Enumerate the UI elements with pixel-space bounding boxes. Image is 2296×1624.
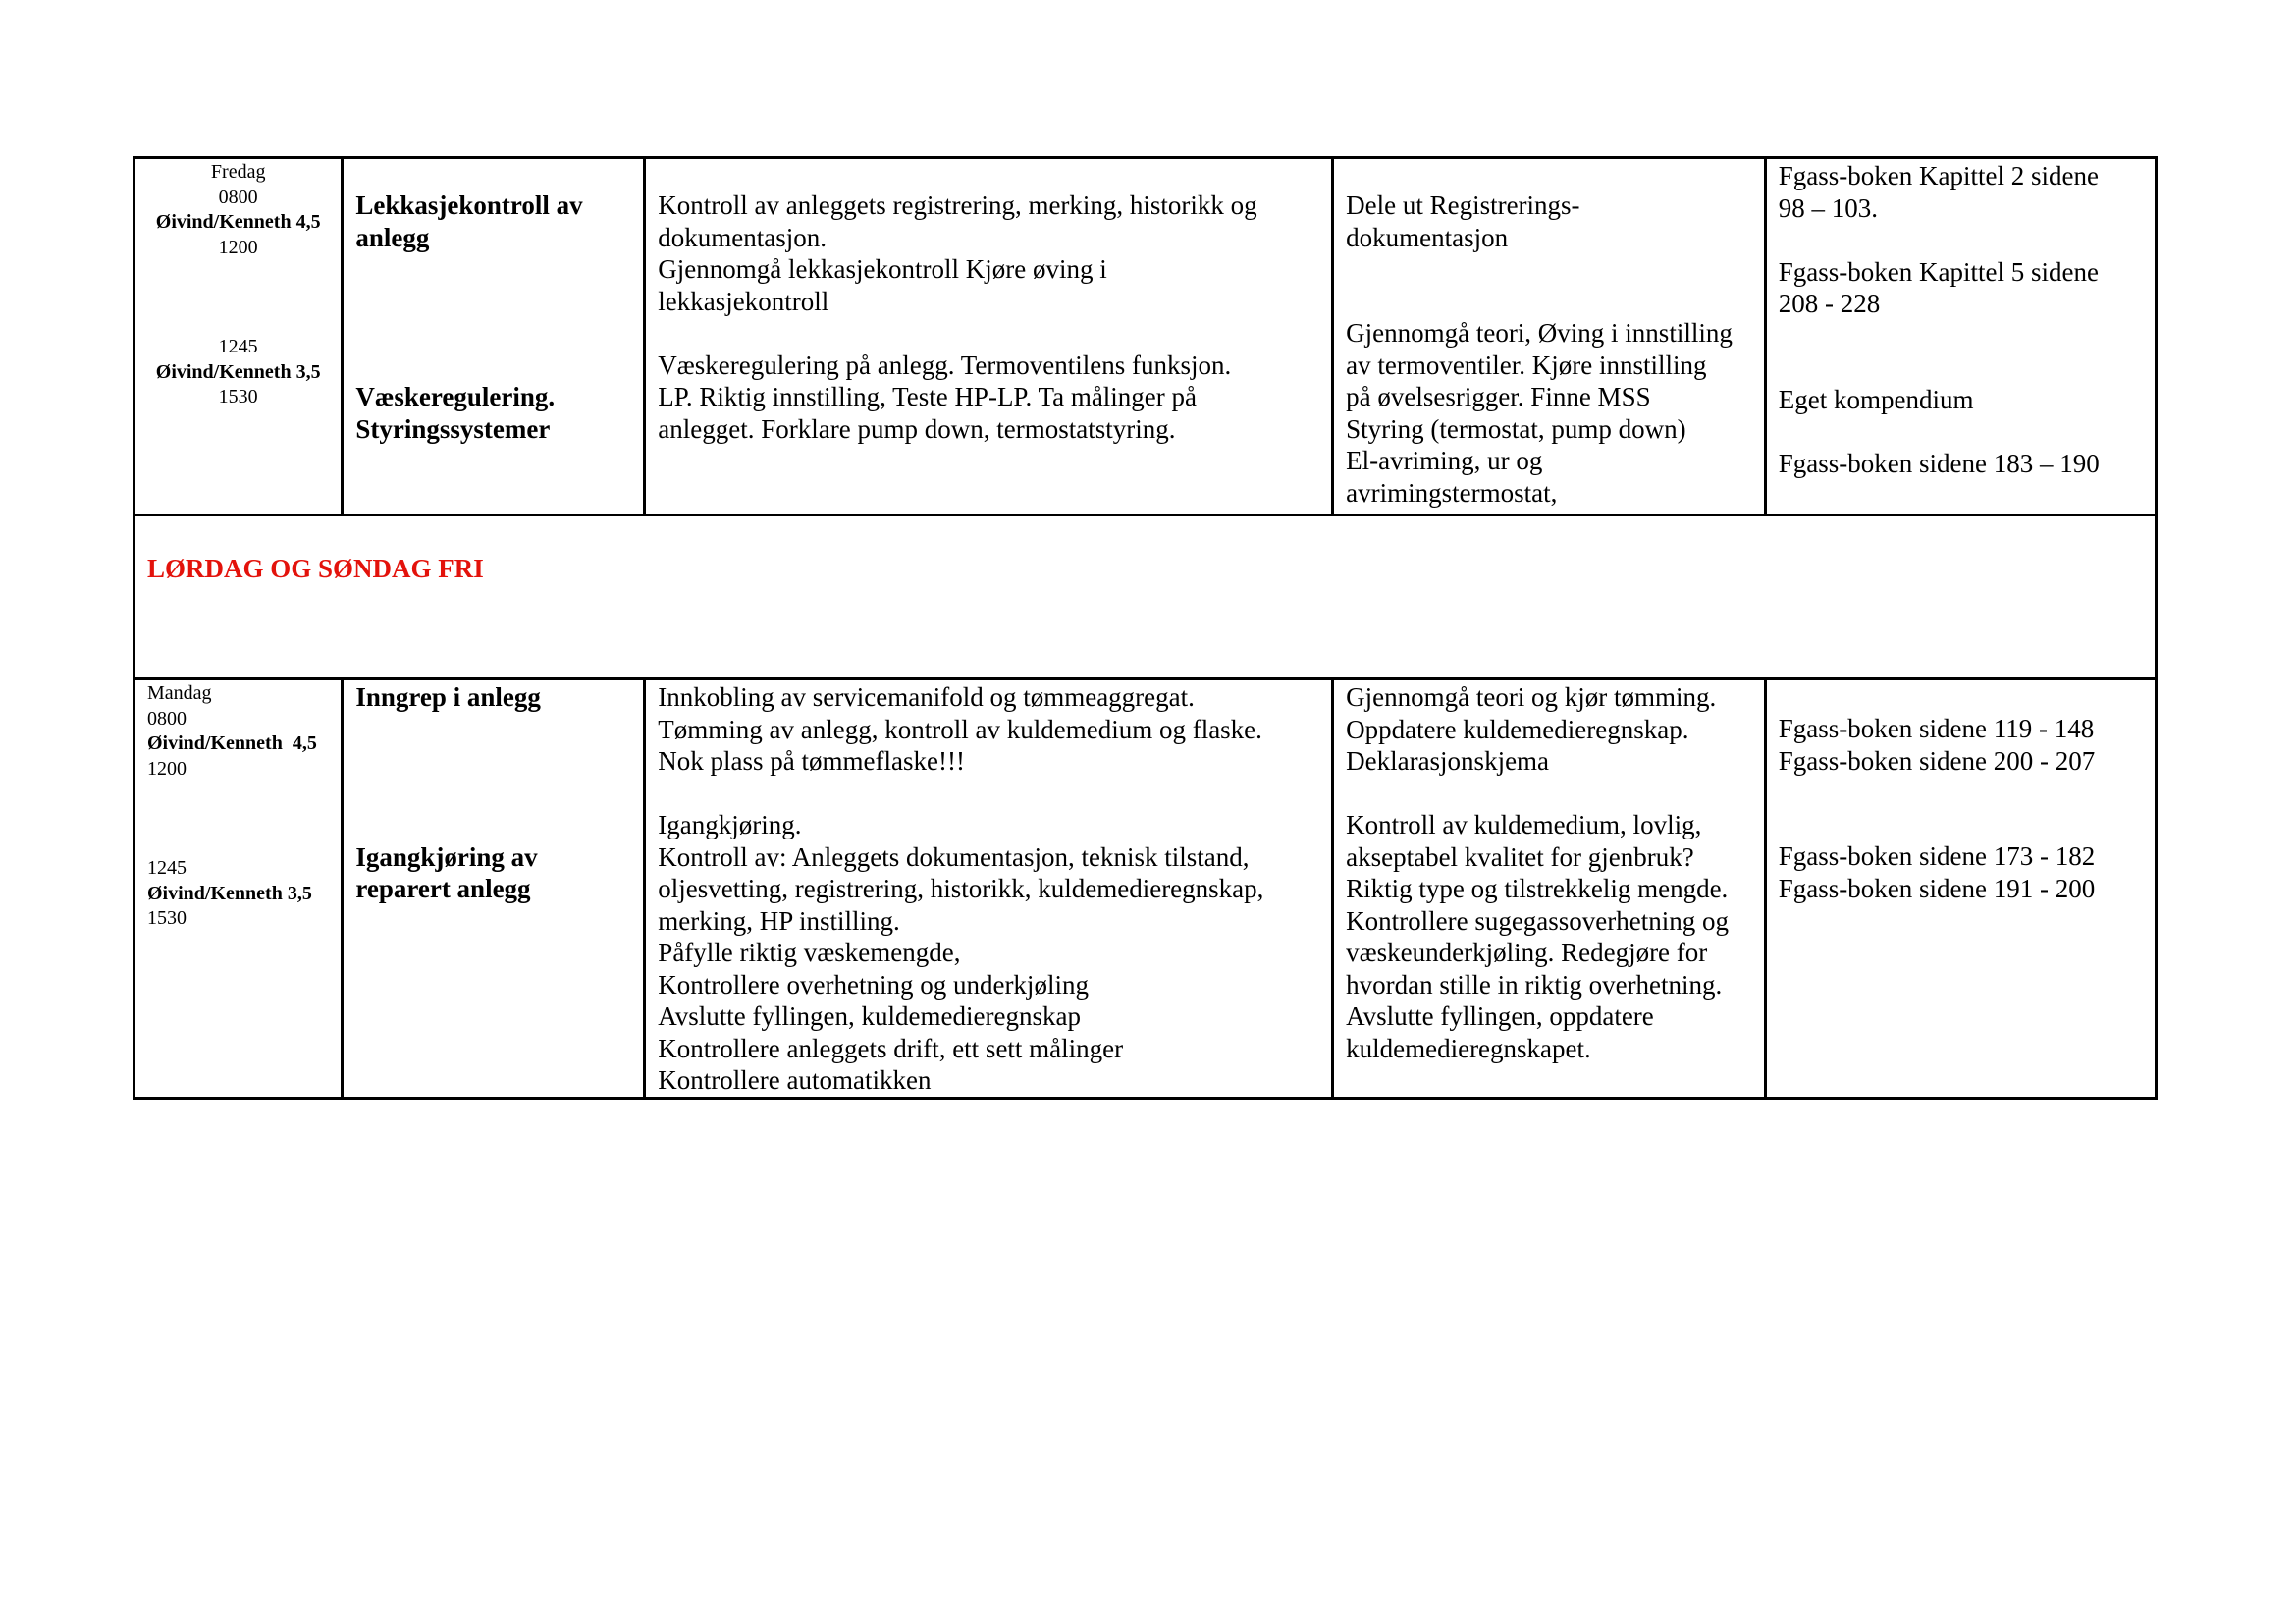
friday-method-2-line-2: av termoventiler. Kjøre innstilling: [1346, 350, 1707, 380]
monday-start-afternoon: 1245: [147, 857, 187, 879]
monday-topic-2-line-1: Igangkjøring av: [355, 841, 538, 872]
monday-time-cell: [134, 679, 343, 1099]
friday-content-1-line-1: Kontroll av anleggets registrering, merking, historikk og: [658, 190, 1257, 220]
friday-content-1-line-2: dokumentasjon.: [658, 222, 828, 252]
weekend-row: [134, 515, 2157, 679]
friday-ref-3: Eget kompendium: [1778, 384, 1974, 414]
friday-ref-2-line-2: 208 - 228: [1778, 289, 1881, 318]
friday-method-2-line-4: Styring (termostat, pump down): [1346, 413, 1686, 444]
friday-method-2-line-5: El-avriming, ur og: [1346, 446, 1543, 475]
monday-method-2-line-2: akseptabel kvalitet for gjenbruk?: [1346, 841, 1694, 872]
friday-ref-4: Fgass-boken sidene 183 – 190: [1778, 448, 2100, 478]
friday-content-1-line-3: Gjennomgå lekkasjekontroll Kjøre øving i: [658, 254, 1107, 284]
friday-content-2-line-2: LP. Riktig innstilling, Teste HP-LP. Ta målinger på: [658, 382, 1198, 411]
friday-teacher-afternoon: Øivind/Kenneth 3,5: [155, 360, 321, 383]
monday-content-2-line-6: Kontrollere overhetning og underkjøling: [658, 969, 1089, 1000]
friday-start-afternoon: 1245: [218, 336, 258, 357]
monday-method-2-line-3: Riktig type og tilstrekkelig mengde.: [1346, 874, 1729, 903]
monday-ref-2-line-2: Fgass-boken sidene 191 - 200: [1778, 873, 2096, 903]
friday-method-1-line-2: dokumentasjon: [1346, 222, 1509, 252]
monday-teacher-morning: Øivind/Kenneth 4,5: [147, 732, 317, 754]
friday-ref-2-line-1: Fgass-boken Kapittel 5 sidene: [1778, 256, 2099, 287]
weekend-notice: LØRDAG OG SØNDAG FRI: [147, 554, 484, 583]
friday-method-2-line-3: på øvelsesrigger. Finne MSS: [1346, 382, 1651, 411]
friday-content-cell: [645, 158, 1333, 515]
monday-method-2-line-4: Kontrollere sugegassoverhetning og: [1346, 905, 1730, 936]
monday-end-morning: 1200: [147, 757, 187, 780]
friday-method-1-line-1: Dele ut Registrerings-: [1346, 190, 1580, 220]
monday-method-2-line-6: hvordan stille in riktig overhetning.: [1346, 969, 1723, 1000]
course-schedule-table: [133, 156, 2158, 1100]
friday-day: Fredag: [210, 161, 266, 183]
friday-ref-cell: [1765, 158, 2156, 515]
monday-method-2-line-5: væskeunderkjøling. Redegjøre for: [1346, 938, 1708, 967]
friday-time-cell: [134, 158, 343, 515]
monday-content-2-line-2: Kontroll av: Anleggets dokumentasjon, teknisk tilstand,: [658, 841, 1250, 872]
friday-content-2-line-3: anlegget. Forklare pump down, termostatstyring.: [658, 413, 1176, 444]
friday-topic-1-line-1: Lekkasjekontroll av: [355, 190, 583, 220]
friday-start-morning: 0800: [218, 186, 258, 208]
monday-method-2-line-1: Kontroll av kuldemedium, lovlig,: [1346, 810, 1702, 839]
monday-teacher-afternoon: Øivind/Kenneth 3,5: [147, 882, 312, 904]
monday-method-1-line-2: Oppdatere kuldemedieregnskap.: [1346, 714, 1689, 744]
monday-method-2-line-8: kuldemedieregnskapet.: [1346, 1033, 1591, 1063]
friday-teacher-morning: Øivind/Kenneth 4,5: [155, 211, 321, 233]
monday-method-cell: [1333, 679, 1766, 1099]
friday-topic-2-line-2: Styringssystemer: [355, 413, 551, 444]
monday-content-2-line-9: Kontrollere automatikken: [658, 1065, 932, 1095]
monday-topic-2-line-2: reparert anlegg: [355, 874, 531, 903]
monday-content-1-line-2: Tømming av anlegg, kontroll av kuldemedium og flaske.: [658, 714, 1262, 744]
monday-content-cell: [645, 679, 1333, 1099]
friday-end-morning: 1200: [218, 236, 258, 258]
monday-topic-cell: [343, 679, 645, 1099]
monday-method-1-line-1: Gjennomgå teori og kjør tømming.: [1346, 682, 1717, 712]
friday-topic-cell: [343, 158, 645, 515]
monday-content-2-line-4: merking, HP instilling.: [658, 905, 900, 936]
monday-content-2-line-8: Kontrollere anleggets drift, ett sett målinger: [658, 1033, 1124, 1063]
friday-method-2-line-1: Gjennomgå teori, Øving i innstilling: [1346, 318, 1733, 348]
monday-day: Mandag: [147, 682, 212, 704]
monday-ref-cell: [1765, 679, 2156, 1099]
monday-start-morning: 0800: [147, 707, 187, 730]
monday-ref-1-line-2: Fgass-boken sidene 200 - 207: [1778, 745, 2096, 776]
monday-ref-1-line-1: Fgass-boken sidene 119 - 148: [1778, 714, 2095, 743]
monday-content-1-line-1: Innkobling av servicemanifold og tømmeaggregat.: [658, 682, 1195, 712]
monday-content-2-line-7: Avslutte fyllingen, kuldemedieregnskap: [658, 1001, 1081, 1031]
friday-row: [134, 158, 2157, 515]
friday-content-1-line-4: lekkasjekontroll: [658, 286, 829, 316]
friday-topic-2-line-1: Væskeregulering.: [355, 382, 556, 411]
monday-topic-1-line-1: Inngrep i anlegg: [355, 682, 541, 712]
monday-method-1-line-3: Deklarasjonskjema: [1346, 746, 1550, 776]
friday-ref-1-line-1: Fgass-boken Kapittel 2 sidene: [1778, 161, 2099, 190]
monday-content-1-line-3: Nok plass på tømmeflaske!!!: [658, 746, 965, 776]
monday-end-afternoon: 1530: [147, 907, 187, 929]
monday-content-2-line-1: Igangkjøring.: [658, 810, 802, 839]
friday-method-2-line-6: avrimingstermostat,: [1346, 477, 1558, 508]
friday-end-afternoon: 1530: [218, 386, 258, 407]
monday-content-2-line-3: oljesvetting, registrering, historikk, kuldemedieregnskap,: [658, 874, 1264, 903]
monday-row: [134, 679, 2157, 1099]
friday-method-cell: [1333, 158, 1766, 515]
monday-method-2-line-7: Avslutte fyllingen, oppdatere: [1346, 1001, 1654, 1031]
monday-ref-2-line-1: Fgass-boken sidene 173 - 182: [1778, 841, 2096, 871]
monday-content-2-line-5: Påfylle riktig væskemengde,: [658, 938, 961, 967]
friday-topic-1-line-2: anlegg: [355, 222, 430, 252]
friday-ref-1-line-2: 98 – 103.: [1778, 192, 1879, 223]
friday-content-2-line-1: Væskeregulering på anlegg. Termoventilens funksjon.: [658, 350, 1232, 380]
weekend-cell: [134, 515, 2157, 679]
